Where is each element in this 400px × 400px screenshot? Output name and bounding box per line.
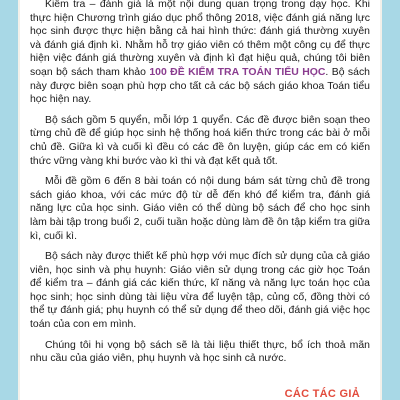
paragraph-intro (30, 0, 370, 107)
paragraph-usage: Bộ sách này được thiết kế phù hợp với mục đích sử dụng của cả giáo viên, học sinh và phụ huynh: Giáo viên sử dụng trong các giờ học Toán để kiểm tra – đánh giá các kiến thức, kĩ năng và năng lực toán học của học sinh; học sinh dùng tài liệu vừa để luyện tập, củng cố, đồng thời có thể tự đánh giá; phụ huynh có thể sử dụng để theo dõi, đánh giá việc học toán của con em mình. (30, 251, 370, 331)
book-title-highlight: 100 ĐỀ KIỂM TRA TOÁN TIỂU HỌC (149, 66, 326, 78)
paragraph-intro-end: . Bộ sách này được biên soạn phù hợp cho tất cả các bộ sách giáo khoa Toán tiểu học hiện nay. (30, 66, 370, 106)
paragraph-content: Mỗi đề gồm 6 đến 8 bài toán có nội dung bám sát từng chủ đề trong sách giáo khoa, với các mức độ từ dễ đến khó để kiểm tra, đánh giá năng lực của học sinh. Giáo viên có thể dùng bộ sách để cho học sinh làm bài tập trong buổi 2, cuối tuần hoặc dùng làm đề ôn tập kiểm tra giữa kì, cuối kì. (30, 176, 370, 242)
right-decorative-band (382, 0, 400, 400)
paragraph-intro-text: Kiểm tra – đánh giá là một nội dung quan trọng trong dạy học. Khi thực hiện Chương trình giáo dục phổ thông 2018, việc đánh giá năng lực học sinh được thực hiện bằng cả hai hình thức: đánh giá thường xuyên và đánh giá định kì. Nhằm hỗ trợ giáo viên có thêm một công cụ để thực hiện việc đánh giá thường xuyên và định kì đạt hiệu quả, chúng tôi biên soạn bộ sách tham khảo (30, 0, 370, 78)
left-decorative-band (0, 0, 18, 400)
paragraph-closing: Chúng tôi hi vọng bộ sách sẽ là tài liệu thiết thực, bổ ích thoả mãn nhu cầu của giáo viên, phụ huynh và học sinh cả nước. (30, 339, 370, 365)
author-signature: CÁC TÁC GIẢ (284, 388, 360, 400)
preface-text (30, 0, 370, 366)
paragraph-structure: Bộ sách gồm 5 quyển, mỗi lớp 1 quyển. Các đề được biên soạn theo từng chủ đề để giúp học sinh hệ thống hoá kiến thức trong các bài ở mỗi chủ đề. Giữa kì và cuối kì đều có các đề ôn luyện, giúp các em có kiến thức vững vàng khi bước vào kì thi và đạt kết quả tốt. (30, 114, 370, 167)
